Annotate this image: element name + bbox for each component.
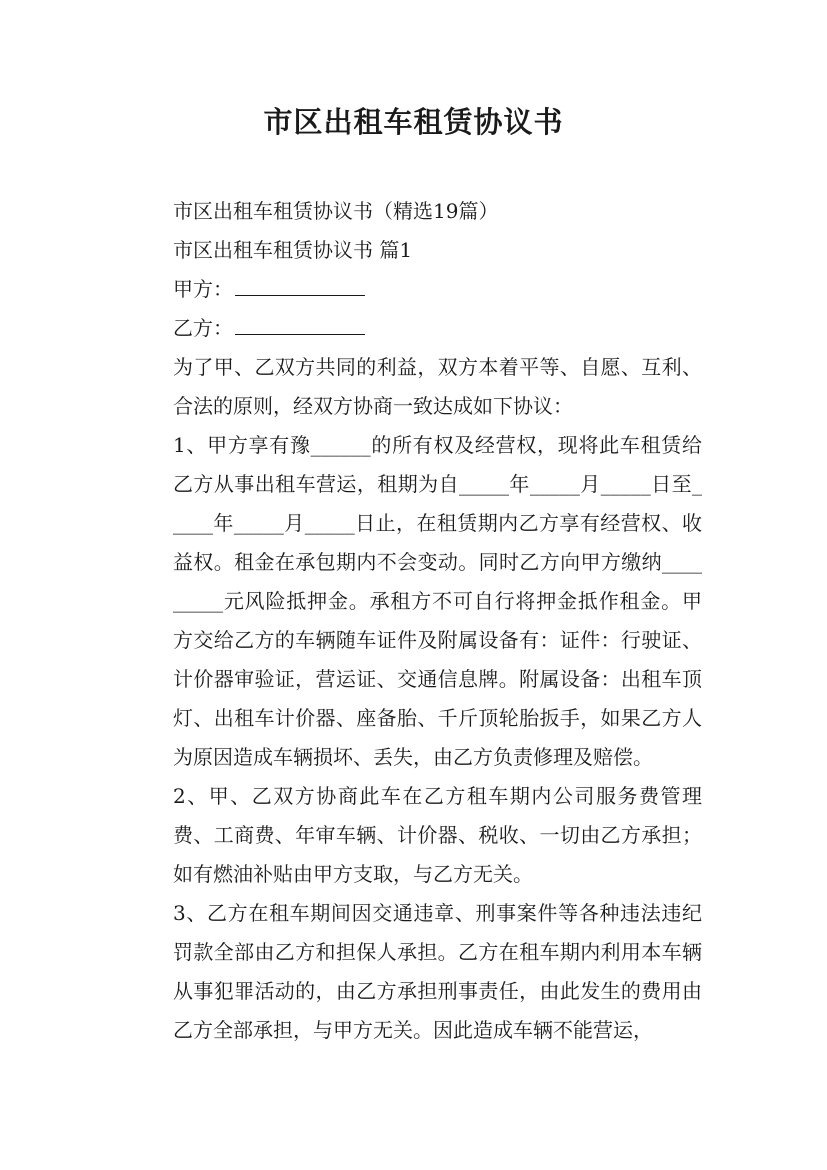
document-subtitle: 市区出租车租赁协议书（精选19篇） — [173, 199, 499, 223]
clause-2-paragraph: 2、甲、乙双方协商此车在乙方租车期内公司服务费管理费、工商费、年审车辆、计价器、税收、一切由乙方承担；如有燃油补贴由甲方支取，与乙方无关。 — [173, 784, 702, 886]
party-b-label: 乙方： — [173, 316, 233, 340]
document-body — [125, 192, 702, 1050]
party-a-label: 甲方： — [173, 277, 233, 301]
party-a-blank — [235, 275, 365, 296]
party-b-blank — [235, 314, 365, 335]
party-b-line — [125, 309, 702, 348]
party-a-line — [125, 270, 702, 309]
clause-3-paragraph: 3、乙方在租车期间因交通违章、刑事案件等各种违法违纪罚款全部由乙方和担保人承担。乙方在租车期内利用本车辆从事犯罪活动的，由乙方承担刑事责任，由此发生的费用由乙方全部承担，与甲方无关。因此造成车辆不能营运， — [173, 901, 702, 1042]
section-heading: 市区出租车租赁协议书 篇1 — [173, 238, 413, 262]
intro-paragraph: 为了甲、乙双方共同的利益，双方本着平等、自愿、互利、合法的原则，经双方协商一致达成如下协议： — [173, 355, 702, 418]
document-title: 市区出租车租赁协议书 — [263, 105, 564, 139]
clause-1-paragraph: 1、甲方享有豫______的所有权及经营权，现将此车租赁给乙方从事出租车营运，租期为自_____年_____月_____日至_____年_____月_____日止，在租赁期内乙方享有经营权、收益权。租金在承包期内不会变动。同时乙方向甲方缴纳_________元风险抵押金。承租方不可自行将押金抵作租金。甲方交给乙方的车辆随车证件及附属设备有：证件：行驶证、计价器审验证，营运证、交通信息牌。附属设备：出租车顶灯、出租车计价器、座备胎、千斤顶轮胎扳手，如果乙方人为原因造成车辆损坏、丢失，由乙方负责修理及赔偿。 — [173, 433, 702, 769]
